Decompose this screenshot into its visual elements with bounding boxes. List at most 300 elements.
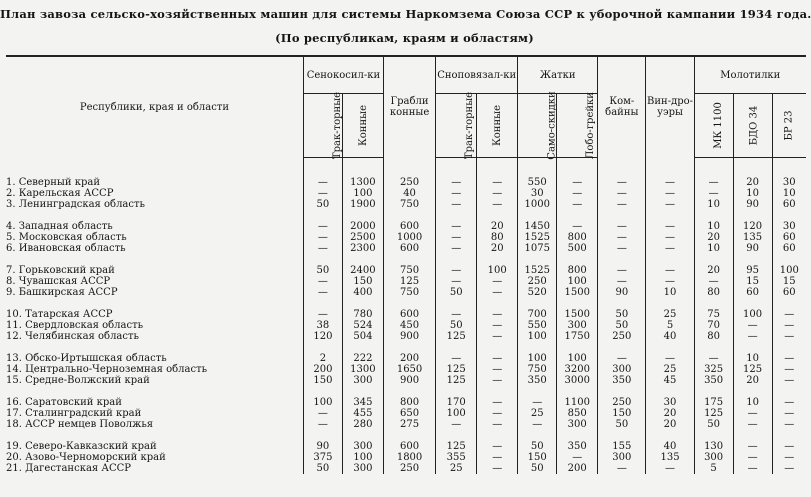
table-cell: 60 — [733, 287, 772, 298]
table-cell: 1000 — [518, 199, 557, 210]
table-cell: — — [646, 243, 694, 254]
table-cell: 20 — [646, 419, 694, 430]
group-spacer — [6, 158, 806, 178]
table-cell: 300 — [598, 452, 646, 463]
table-cell: 70 — [694, 320, 733, 331]
table-cell: — — [436, 232, 477, 243]
table-cell: 200 — [383, 353, 435, 364]
table-cell: 325 — [694, 364, 733, 375]
table-cell: 80 — [694, 331, 733, 342]
region-name: 17. Сталинградский край — [6, 408, 142, 419]
table-cell: 50 — [694, 419, 733, 430]
table-cell: 250 — [598, 397, 646, 408]
table-cell: 350 — [557, 441, 598, 452]
table-row — [6, 331, 806, 342]
table-row — [6, 287, 806, 298]
header-region: Республики, края и области — [6, 56, 303, 158]
table-cell: 1100 — [557, 397, 598, 408]
table-cell: — — [598, 232, 646, 243]
table-cell: 350 — [598, 375, 646, 386]
table-cell: 2400 — [342, 265, 383, 276]
table-cell: 50 — [303, 199, 342, 210]
table-cell: 100 — [477, 265, 518, 276]
table-cell: 355 — [436, 452, 477, 463]
table-cell: 1500 — [557, 287, 598, 298]
region-name: 8. Чувашская АССР — [6, 276, 111, 287]
table-cell: 30 — [772, 177, 806, 188]
region-name: 2. Карельская АССР — [6, 188, 114, 199]
table-cell: — — [436, 221, 477, 232]
table-cell: 100 — [303, 397, 342, 408]
table-cell: 750 — [383, 287, 435, 298]
table-cell: 40 — [646, 331, 694, 342]
table-cell: — — [646, 265, 694, 276]
table-cell: 80 — [694, 287, 733, 298]
table-cell: 100 — [733, 309, 772, 320]
region-name: 9. Башкирская АССР — [6, 287, 118, 298]
table-cell: 125 — [436, 331, 477, 342]
table-cell: 125 — [436, 364, 477, 375]
table-cell: — — [646, 199, 694, 210]
table-cell: — — [646, 221, 694, 232]
region-name: 7. Горьковский край — [6, 265, 115, 276]
table-row — [6, 353, 806, 364]
group-spacer — [6, 342, 806, 353]
table-cell: — — [733, 463, 772, 474]
table-cell: 3000 — [557, 375, 598, 386]
table-cell: — — [477, 188, 518, 199]
table-row — [6, 452, 806, 463]
header-br23: БР 23 — [772, 94, 806, 158]
table-cell: 400 — [342, 287, 383, 298]
header-senokosilki-horse: Конные — [342, 94, 383, 158]
group-spacer — [6, 386, 806, 397]
table-cell: 600 — [383, 441, 435, 452]
table-cell: 20 — [694, 265, 733, 276]
table-cell: 850 — [557, 408, 598, 419]
table-cell: — — [733, 331, 772, 342]
region-name: 1. Северный край — [6, 177, 100, 188]
table-cell: 90 — [598, 287, 646, 298]
table-cell: 10 — [694, 221, 733, 232]
table-cell: 60 — [772, 199, 806, 210]
table-cell: 650 — [383, 408, 435, 419]
table-row — [6, 441, 806, 452]
table-cell: — — [694, 276, 733, 287]
table-cell: — — [733, 419, 772, 430]
table-cell: — — [598, 177, 646, 188]
table-row — [6, 320, 806, 331]
table-cell: 345 — [342, 397, 383, 408]
table-cell: 60 — [772, 287, 806, 298]
region-name: 10. Татарская АССР — [6, 309, 113, 320]
table-cell: — — [436, 177, 477, 188]
header-zhatki-samoskidki: Само-скидки — [518, 94, 557, 158]
table-body — [6, 158, 806, 475]
table-cell: — — [557, 199, 598, 210]
table-cell: — — [733, 408, 772, 419]
header-zhatki-lobogreiki: Лобо-грейки — [557, 94, 598, 158]
table-cell: 155 — [598, 441, 646, 452]
table-cell: 125 — [436, 375, 477, 386]
table-cell: 20 — [477, 221, 518, 232]
table-cell: 800 — [557, 232, 598, 243]
table-cell: 520 — [518, 287, 557, 298]
table-row — [6, 232, 806, 243]
table-cell: 10 — [733, 397, 772, 408]
table-row — [6, 276, 806, 287]
table-cell: — — [733, 320, 772, 331]
table-cell: 150 — [598, 408, 646, 419]
table-cell: — — [303, 309, 342, 320]
table-cell: 1000 — [383, 232, 435, 243]
machinery-plan-table — [6, 55, 806, 474]
table-cell: — — [646, 177, 694, 188]
table-cell: — — [518, 397, 557, 408]
table-cell: 1800 — [383, 452, 435, 463]
table-cell: 40 — [646, 441, 694, 452]
table-cell: 135 — [646, 452, 694, 463]
table-cell: — — [772, 353, 806, 364]
table-cell: — — [477, 441, 518, 452]
table-cell: 40 — [383, 188, 435, 199]
table-cell: 50 — [436, 287, 477, 298]
table-cell: 100 — [557, 353, 598, 364]
region-name: 4. Западная область — [6, 221, 113, 232]
table-cell: 5 — [694, 463, 733, 474]
table-cell: — — [436, 309, 477, 320]
header-bdo34: БДО 34 — [733, 94, 772, 158]
table-cell: — — [772, 375, 806, 386]
header-mk1100: МК 1100 — [694, 94, 733, 158]
table-cell: — — [646, 188, 694, 199]
table-cell: 275 — [383, 419, 435, 430]
table-cell: 1525 — [518, 265, 557, 276]
table-cell: 25 — [646, 309, 694, 320]
table-cell: 90 — [303, 441, 342, 452]
table-cell: 50 — [598, 419, 646, 430]
table-row — [6, 463, 806, 474]
table-cell: 50 — [436, 320, 477, 331]
table-cell: 20 — [694, 232, 733, 243]
region-name: 3. Ленинградская область — [6, 199, 145, 210]
table-cell: 75 — [694, 309, 733, 320]
table-cell: — — [303, 419, 342, 430]
table-row — [6, 309, 806, 320]
table-cell: 25 — [436, 463, 477, 474]
table-row — [6, 364, 806, 375]
table-cell: — — [772, 309, 806, 320]
header-kombainy: Ком-байны — [598, 56, 646, 158]
region-name: 16. Саратовский край — [6, 397, 122, 408]
table-cell: — — [477, 375, 518, 386]
table-cell: 100 — [342, 452, 383, 463]
table-cell: — — [598, 188, 646, 199]
table-cell: 504 — [342, 331, 383, 342]
table-cell: 2300 — [342, 243, 383, 254]
table-cell: 300 — [598, 364, 646, 375]
region-name: 6. Ивановская область — [6, 243, 126, 254]
table-cell: 25 — [646, 364, 694, 375]
table-row — [6, 221, 806, 232]
table-cell: 300 — [342, 441, 383, 452]
table-cell: 90 — [733, 199, 772, 210]
table-cell: 15 — [733, 276, 772, 287]
table-cell: — — [477, 177, 518, 188]
table-cell: — — [436, 265, 477, 276]
header-grabli: Грабли конные — [383, 56, 435, 158]
table-row — [6, 375, 806, 386]
table-cell: 38 — [303, 320, 342, 331]
table-cell: 30 — [772, 221, 806, 232]
table-cell: 1075 — [518, 243, 557, 254]
table-cell: — — [772, 452, 806, 463]
table-cell: 60 — [772, 232, 806, 243]
table-cell: — — [436, 243, 477, 254]
table-cell: — — [772, 463, 806, 474]
table-cell: 150 — [303, 375, 342, 386]
table-cell: — — [772, 364, 806, 375]
table-cell: 170 — [436, 397, 477, 408]
table-cell: 25 — [518, 408, 557, 419]
table-row — [6, 188, 806, 199]
table-cell: 524 — [342, 320, 383, 331]
table-row — [6, 265, 806, 276]
table-cell: 50 — [518, 441, 557, 452]
table-cell: 2000 — [342, 221, 383, 232]
table-cell: — — [477, 276, 518, 287]
table-row — [6, 177, 806, 188]
header-senokosilki-tractor: Трак-торные — [303, 94, 342, 158]
page-title: План завоза сельско-хозяйственных машин для системы Наркомзема Союза ССР к уборочной кампании 1934 года. — [0, 7, 811, 21]
table-cell: 100 — [772, 265, 806, 276]
table-cell: 60 — [772, 243, 806, 254]
table-cell: — — [477, 419, 518, 430]
table-cell: — — [303, 177, 342, 188]
table-cell: 1450 — [518, 221, 557, 232]
region-name: 12. Челябинская область — [6, 331, 139, 342]
table-cell: — — [303, 243, 342, 254]
header-molotilki: Молотилки — [694, 56, 806, 94]
table-cell: — — [772, 419, 806, 430]
table-cell: 10 — [733, 188, 772, 199]
table-cell: 300 — [694, 452, 733, 463]
table-cell: 750 — [383, 199, 435, 210]
table-cell: — — [598, 353, 646, 364]
table-cell: 900 — [383, 375, 435, 386]
group-spacer — [6, 254, 806, 265]
table-cell: 300 — [557, 419, 598, 430]
header-senokosilki: Сенокосил-ки — [303, 56, 383, 94]
table-row — [6, 419, 806, 430]
page-subtitle: (По республикам, краям и областям) — [275, 31, 534, 45]
table-cell: — — [557, 452, 598, 463]
header-snop-horse: Конные — [477, 94, 518, 158]
region-name: 14. Центрально-Черноземная область — [6, 364, 208, 375]
table-cell: — — [436, 419, 477, 430]
table-cell: 1500 — [557, 309, 598, 320]
table-cell: 1300 — [342, 364, 383, 375]
table-cell: — — [598, 276, 646, 287]
table-cell: — — [477, 452, 518, 463]
table-cell: 450 — [383, 320, 435, 331]
table-cell: — — [694, 353, 733, 364]
table-cell: 1900 — [342, 199, 383, 210]
table-cell: — — [598, 265, 646, 276]
table-cell: — — [477, 309, 518, 320]
group-spacer — [6, 210, 806, 221]
table-cell: 800 — [557, 265, 598, 276]
table-cell: 300 — [342, 463, 383, 474]
table-cell: 550 — [518, 320, 557, 331]
table-cell: 222 — [342, 353, 383, 364]
region-name: 11. Свердловская область — [6, 320, 144, 331]
region-name: 19. Северо-Кавказский край — [6, 441, 157, 452]
table-cell: 200 — [303, 364, 342, 375]
table-cell: — — [477, 320, 518, 331]
table-cell: 125 — [733, 364, 772, 375]
table-cell: 10 — [772, 188, 806, 199]
table-cell: — — [477, 331, 518, 342]
table-cell: — — [477, 199, 518, 210]
table-row — [6, 243, 806, 254]
table-cell: — — [436, 353, 477, 364]
table-cell: — — [646, 232, 694, 243]
table-cell: 50 — [303, 463, 342, 474]
table-cell: 95 — [733, 265, 772, 276]
table-cell: — — [557, 177, 598, 188]
table-cell: 15 — [772, 276, 806, 287]
table-cell: — — [598, 199, 646, 210]
table-cell: 100 — [518, 331, 557, 342]
table-cell: 175 — [694, 397, 733, 408]
table-cell: 30 — [646, 397, 694, 408]
table-cell: 120 — [733, 221, 772, 232]
table-cell: 1300 — [342, 177, 383, 188]
table-cell: 100 — [557, 276, 598, 287]
table-cell: — — [733, 452, 772, 463]
region-name: 20. Азово-Черноморский край — [6, 452, 166, 463]
table-cell: — — [694, 177, 733, 188]
table-cell: — — [598, 463, 646, 474]
group-spacer — [6, 298, 806, 309]
table-cell: 125 — [436, 441, 477, 452]
table-cell: — — [303, 276, 342, 287]
table-cell: 280 — [342, 419, 383, 430]
table-cell: 80 — [477, 232, 518, 243]
table-cell: 2500 — [342, 232, 383, 243]
table-cell: 20 — [477, 243, 518, 254]
region-name: 13. Обско-Иртышская область — [6, 353, 167, 364]
table-cell: 200 — [557, 463, 598, 474]
table-cell: 250 — [383, 463, 435, 474]
table-cell: 45 — [646, 375, 694, 386]
table-cell: 90 — [733, 243, 772, 254]
table-cell: — — [772, 441, 806, 452]
table-cell: 10 — [694, 243, 733, 254]
table-cell: — — [436, 188, 477, 199]
table-cell: 250 — [598, 331, 646, 342]
table-cell: — — [646, 353, 694, 364]
table-row — [6, 408, 806, 419]
table-cell: — — [646, 463, 694, 474]
table-cell: 600 — [383, 221, 435, 232]
table-cell: — — [557, 188, 598, 199]
region-name: 21. Дагестанская АССР — [6, 463, 131, 474]
table-cell: 100 — [436, 408, 477, 419]
table-cell: 135 — [733, 232, 772, 243]
table-cell: — — [694, 188, 733, 199]
table-cell: — — [477, 353, 518, 364]
table-cell: 120 — [303, 331, 342, 342]
table-cell: — — [303, 221, 342, 232]
table-cell: 10 — [694, 199, 733, 210]
group-spacer — [6, 430, 806, 441]
table-cell: 1650 — [383, 364, 435, 375]
region-name: 18. АССР немцев Поволжья — [6, 419, 154, 430]
table-cell: 50 — [598, 320, 646, 331]
table-cell: — — [477, 287, 518, 298]
table-cell: — — [733, 441, 772, 452]
table-cell: 250 — [383, 177, 435, 188]
table-cell: 150 — [518, 452, 557, 463]
table-cell: — — [772, 320, 806, 331]
table-cell: 3200 — [557, 364, 598, 375]
table-row — [6, 199, 806, 210]
table-cell: — — [598, 243, 646, 254]
table-cell: 20 — [733, 375, 772, 386]
table-cell: 550 — [518, 177, 557, 188]
table-cell: 50 — [598, 309, 646, 320]
table-cell: 455 — [342, 408, 383, 419]
table-cell: — — [303, 287, 342, 298]
table-cell: 100 — [518, 353, 557, 364]
table-cell: — — [436, 199, 477, 210]
table-cell: 300 — [342, 375, 383, 386]
table-cell: 100 — [342, 188, 383, 199]
header-vindrouery: Вин-дро-уэры — [646, 56, 694, 158]
header-zhatki: Жатки — [518, 56, 598, 94]
table-cell: 750 — [383, 265, 435, 276]
table-cell: — — [303, 408, 342, 419]
table-cell: 780 — [342, 309, 383, 320]
table-cell: 30 — [518, 188, 557, 199]
table-cell: 350 — [694, 375, 733, 386]
table-cell: 10 — [733, 353, 772, 364]
table-cell: 10 — [646, 287, 694, 298]
table-cell: 20 — [646, 408, 694, 419]
table-cell: 900 — [383, 331, 435, 342]
table-cell: — — [557, 221, 598, 232]
header-snopovyazalki: Сноповязал-ки — [436, 56, 518, 94]
table-cell: — — [518, 419, 557, 430]
table-cell: — — [772, 408, 806, 419]
table-cell: — — [303, 232, 342, 243]
table-cell: 150 — [342, 276, 383, 287]
table-cell: 250 — [518, 276, 557, 287]
region-name: 5. Московская область — [6, 232, 127, 243]
table-cell: 700 — [518, 309, 557, 320]
table-cell: — — [772, 397, 806, 408]
table-cell: — — [598, 221, 646, 232]
table-row — [6, 397, 806, 408]
table-cell: 375 — [303, 452, 342, 463]
table-cell: 125 — [383, 276, 435, 287]
table-cell: 125 — [694, 408, 733, 419]
region-name: 15. Средне-Волжский край — [6, 375, 150, 386]
table-cell: 1750 — [557, 331, 598, 342]
table-cell: 300 — [557, 320, 598, 331]
